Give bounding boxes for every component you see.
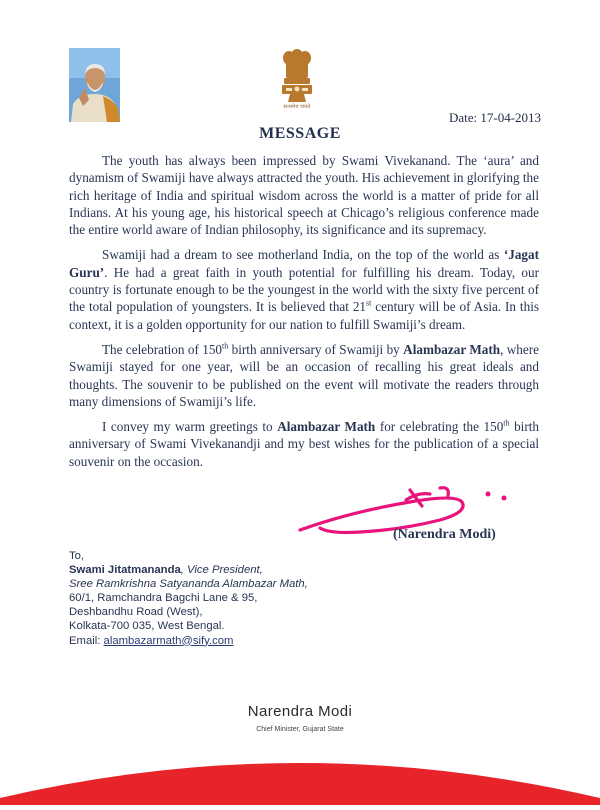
- signatory-name: (Narendra Modi): [393, 527, 496, 542]
- emblem-caption: सत्यमेव जयते: [283, 105, 311, 110]
- address-email-row: Email: alambazarmath@sify.com: [69, 634, 234, 647]
- address-to: To,: [69, 550, 85, 562]
- letter-heading: MESSAGE: [259, 125, 341, 142]
- portrait-photo: [69, 48, 120, 122]
- address-line-1: 60/1, Ramchandra Bagchi Lane & 95,: [69, 592, 258, 605]
- letter-date: Date: 17-04-2013: [449, 110, 542, 125]
- recipient-address: [69, 549, 308, 648]
- address-line-2: Deshbandhu Road (West),: [69, 606, 203, 619]
- footer-title: Chief Minister, Gujarat State: [256, 726, 344, 733]
- paragraph-3: The celebration of 150th birth anniversary of Swamiji by Alambazar Math, where Swamiji stayed for one year, will be an occasion of recalling his great ideals and thoughts. The souvenir to be published on the event will motivate the readers through many dimensions of Swamiji’s life.: [69, 341, 539, 409]
- paragraph-2: Swamiji had a dream to see motherland India, on the top of the world as ‘Jagat Guru’. He had a great faith in youth potential for fulfilling his dream. Today, our country is fortunate enough to be the youngest in the world with the sixty five percent of the total population of youngsters. It is believed that 21st century will be of Asia. In this context, it is a golden opportunity for our nation to fulfill Swamiji’s dream.: [69, 247, 539, 332]
- address-organization: Sree Ramkrishna Satyananda Alambazar Math,: [69, 578, 308, 591]
- paragraph-1: The youth has always been impressed by Swami Vivekanand. The ‘aura’ and dynamism of Swamiji have always attracted the youth. His achievement in glorifying the rich heritage of India and spiritual wisdom across the world is a matter of pride for all Indians. At his young age, his historical speech at Chicago’s religious conference made the entire world aware of Indian philosophy, its significance and its supremacy.: [69, 153, 539, 238]
- letter-body: [69, 152, 539, 478]
- national-emblem-icon: [280, 48, 314, 106]
- footer-decorative-arc: [0, 738, 600, 805]
- paragraph-4: I convey my warm greetings to Alambazar Math for celebrating the 150th birth anniversary of Swami Vivekanandji and my best wishes for the publication of a special souvenir on the occasion.: [69, 418, 539, 469]
- address-line-3: Kolkata-700 035, West Bengal.: [69, 620, 225, 633]
- address-recipient: Swami Jitatmananda, Vice President,: [69, 564, 263, 577]
- footer-name: Narendra Modi: [247, 703, 353, 720]
- email-link[interactable]: alambazarmath@sify.com: [103, 634, 234, 647]
